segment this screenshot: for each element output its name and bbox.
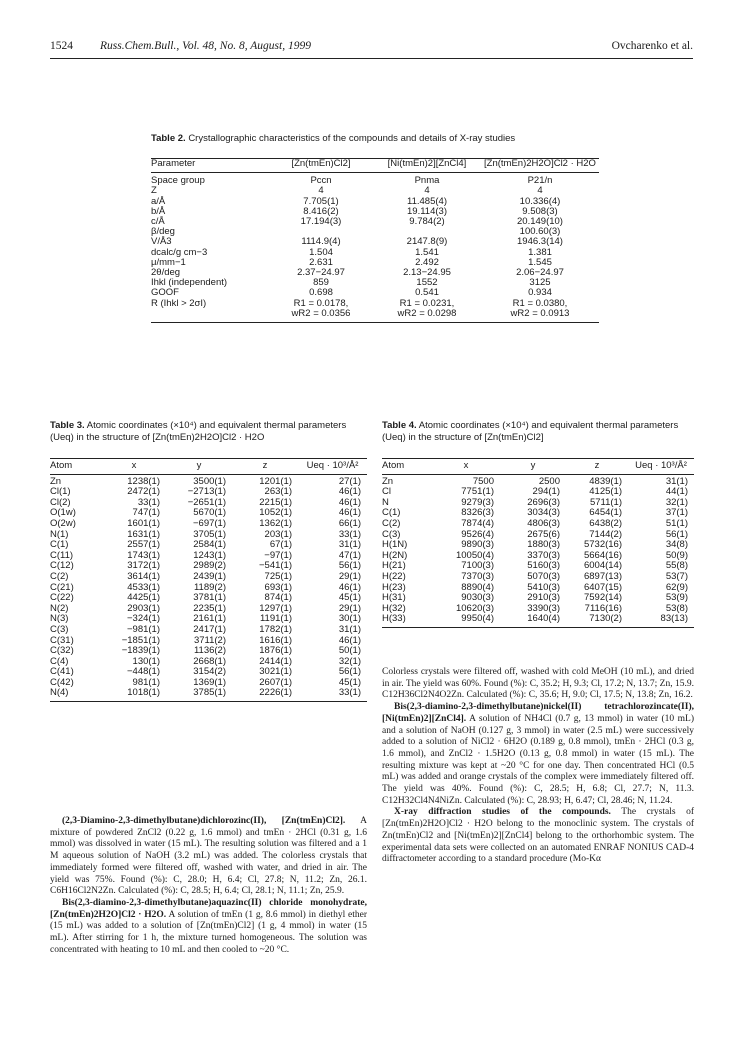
table3-cell: 2584(1): [193, 539, 226, 551]
table2-cell: 859: [313, 277, 329, 289]
table3-cell: −2713(1): [187, 486, 226, 498]
paragraph-xray: [382, 807, 694, 866]
compound-title-1: (2,3-Diamino-2,3-dimethylbutane)dichlorozinc(II), [Zn(tmEn)Cl2].: [62, 816, 346, 826]
table3-cell: −697(1): [192, 517, 226, 529]
table4-cell: 294(1): [532, 486, 560, 498]
table2-cell: 1946.3(14): [517, 236, 563, 248]
table3-cell: 27(1): [338, 475, 361, 487]
table4-cell: 37(1): [665, 507, 688, 519]
table3-cell: 29(1): [338, 570, 361, 582]
table4-column-header: x: [432, 459, 500, 475]
table2-cell: 0.698: [309, 287, 333, 299]
table2-row: [151, 173, 599, 187]
table4-column-header: Ueq · 10³/Å²: [628, 459, 694, 475]
paragraph-zn-tmen2-h2o: [50, 898, 367, 957]
table4-cell: H(22): [382, 570, 406, 582]
table2-cell: 4: [537, 185, 543, 197]
table2-cell: 2.37−24.97: [297, 267, 345, 279]
table4-row: [382, 614, 694, 627]
table3-column-header: x: [102, 459, 166, 475]
table4-cell: 53(9): [665, 592, 688, 604]
table3-cell: 33(1): [137, 496, 160, 508]
table3-cell: 1631(1): [127, 528, 160, 540]
paragraph-ni-tmen2-zncl4: [382, 702, 694, 807]
table4-cell: 53(7): [665, 570, 688, 582]
table4-row: [382, 572, 694, 583]
table2-cell: 9.784(2): [409, 216, 445, 228]
table4-cell: 2675(6): [527, 528, 560, 540]
compound-title-3: Bis(2,3-diamino-2,3-dimethylbutane)nickel(II) tetrachlorozincate(II), [Ni(tmEn)2][ZnCl4].: [382, 702, 694, 724]
table3-cell: 4425(1): [127, 592, 160, 604]
paragraph-continuation: Colorless crystals were filtered off, washed with cold MeOH (10 mL), and dried in air. The yield was 60%. Found (%): C, 35.2; H, 9.3; Cl, 17.2; N, 13.7; Zn, 15.9. C12H36Cl2N4O2Zn. Calculated (%): C, 35.6; H, 9.0; Cl, 17.5; N, 13.8; Zn, 16.2.: [382, 667, 694, 701]
table4-cell: 2500: [538, 475, 560, 487]
table3-cell: C(3): [50, 623, 69, 635]
table2-cell: 1552: [416, 277, 438, 289]
table4-cell: 5160(3): [527, 560, 560, 572]
table3-cell: 1743(1): [127, 549, 160, 561]
table4-cell: 55(8): [665, 560, 688, 572]
table4-cell: 2696(3): [527, 496, 560, 508]
table2-cell: 1.545: [528, 256, 552, 268]
table3-cell: 33(1): [338, 528, 361, 540]
table4-cell: 6897(13): [583, 570, 622, 582]
table4-cell: 8890(4): [461, 581, 494, 593]
table2-cell: [151, 309, 269, 323]
table4-cell: 5732(16): [583, 539, 622, 551]
table4-column-header: y: [500, 459, 566, 475]
table4-label: Table 4.: [382, 420, 417, 431]
table3-cell: −1851(1): [121, 634, 160, 646]
table3-cell: 1201(1): [259, 475, 292, 487]
table2-cell: Z: [151, 185, 157, 197]
table3-body: [50, 474, 367, 701]
table3-cell: 1369(1): [193, 676, 226, 688]
table4-cell: C(2): [382, 517, 401, 529]
table2-cell: 0.541: [415, 287, 439, 299]
table4-row: [382, 519, 694, 530]
table3-cell: 3500(1): [193, 475, 226, 487]
table3-cell: 46(1): [338, 496, 361, 508]
table3-cell: Cl(2): [50, 496, 71, 508]
table4-cell: H(33): [382, 614, 432, 627]
table4-cell: 1880(3): [527, 539, 560, 551]
table2-cell: c/Å: [151, 216, 165, 228]
table4-cell: 1640(4): [500, 614, 566, 627]
table2-cell: β/deg: [151, 226, 175, 238]
table4-cell: C(1): [382, 507, 401, 519]
section-title-xray: X-ray diffraction studies of the compounds.: [394, 807, 611, 818]
table2-cell: 1.381: [528, 246, 552, 258]
table4-cell: Cl: [382, 486, 391, 498]
table3-cell: 56(1): [338, 666, 361, 678]
table3-header-row: [50, 459, 367, 475]
compound-body-2: A solution of tmEn (1 g, 8.6 mmol) in diethyl ether (15 mL) was added to a solution of [Zn(tmEn)Cl2] (1 g, 4 mmol) in water (15 mL). After stirring for 1 h, the mixture turned homogeneous. The solution was concentrated with heating to 10 mL and then cooled to ~20 °C.: [50, 909, 368, 955]
table3-column-header: y: [166, 459, 232, 475]
table3-cell: 1616(1): [259, 634, 292, 646]
table2-cell: 1.504: [309, 246, 333, 258]
table3-cell: C(1): [50, 539, 69, 551]
table3-cell: 1362(1): [259, 517, 292, 529]
table3-cell: −541(1): [258, 560, 292, 572]
table3-cell: 5670(1): [193, 507, 226, 519]
table3-cell: 3781(1): [193, 592, 226, 604]
table4-caption-text: Atomic coordinates (×10⁴) and equivalent thermal parameters (Ueq) in the structure of [Zn(tmEn)Cl2]: [382, 420, 679, 443]
table3-cell: C(4): [50, 655, 69, 667]
table2-header-row: [151, 159, 599, 173]
table2-cell: 2.492: [415, 256, 439, 268]
table3-cell: 50(1): [338, 645, 361, 657]
table3-cell: C(31): [50, 634, 74, 646]
table3-cell: 3154(2): [193, 666, 226, 678]
table2-cell: wR2 = 0.0913: [481, 309, 599, 323]
table2-column-header: [Zn(tmEn)2H2O]Cl2 · H2O: [481, 159, 599, 173]
table3-cell: 2439(1): [193, 570, 226, 582]
table2-cell: 1.541: [415, 246, 439, 258]
table3-cell: −981(1): [126, 623, 160, 635]
table2-cell: 8.416(2): [303, 205, 339, 217]
table4-header-row: [382, 459, 694, 475]
table4-body: [382, 474, 694, 627]
table3-cell: 725(1): [264, 570, 292, 582]
table4-cell: 10620(3): [455, 602, 494, 614]
table3-cell: 31(1): [338, 623, 361, 635]
table3-cell: N(3): [50, 613, 69, 625]
table3-row: [50, 572, 367, 583]
table4-cell: 5711(1): [589, 496, 622, 508]
table2-cell: 2.13−24.95: [403, 267, 451, 279]
table3-cell: 1297(1): [259, 602, 292, 614]
table4-cell: N: [382, 496, 389, 508]
table3-label: Table 3.: [50, 420, 85, 431]
table2-cell: 0.934: [528, 287, 552, 299]
table3-cell: 33(1): [298, 688, 367, 701]
table3-cell: 45(1): [338, 592, 361, 604]
table3-cell: C(12): [50, 560, 74, 572]
table2-caption-text: Crystallographic characteristics of the compounds and details of X-ray studies: [188, 133, 516, 144]
table4-cell: 9890(3): [461, 539, 494, 551]
table3-column-header: z: [232, 459, 298, 475]
table2-cell: Pccn: [310, 175, 332, 187]
table3-cell: 1191(1): [259, 613, 292, 625]
table3-cell: 46(1): [338, 507, 361, 519]
table3-column-header: Ueq · 10³/Å²: [298, 459, 367, 475]
table3-cell: 693(1): [264, 581, 292, 593]
table3-cell: 2668(1): [193, 655, 226, 667]
table3-cell: 4533(1): [127, 581, 160, 593]
table2-cell: μ/mm−1: [151, 256, 186, 268]
table2-cell: R (Ihkl > 2σI): [151, 297, 207, 309]
table4-cell: 51(1): [665, 517, 688, 529]
table3-cell: 2417(1): [193, 623, 226, 635]
table3-cell: 747(1): [132, 507, 160, 519]
table2-row: [151, 309, 599, 323]
table3-cell: C(22): [50, 592, 74, 604]
table2-cell: R1 = 0.0178,: [293, 297, 349, 309]
table3-cell: Cl(1): [50, 486, 71, 498]
table4-cell: 4839(1): [589, 475, 622, 487]
table4-cell: 6454(1): [589, 507, 622, 519]
table2-body: [151, 173, 599, 323]
table3-cell: 1018(1): [102, 688, 166, 701]
table3-cell: 3711(2): [193, 634, 226, 646]
table2-cell: wR2 = 0.0356: [269, 309, 373, 323]
running-header: [50, 40, 693, 58]
table2-caption: [151, 133, 611, 145]
table4-cell: 6004(14): [583, 560, 622, 572]
table2-cell: 3125: [529, 277, 551, 289]
table4-cell: 7370(3): [461, 570, 494, 582]
table2-cell: 100.60(3): [519, 226, 561, 238]
table2-cell: Ihkl (independent): [151, 277, 228, 289]
table3-cell: 2226(1): [232, 688, 298, 701]
author-names: Ovcharenko et al.: [611, 40, 693, 52]
table2-cell: 2.631: [309, 256, 333, 268]
table3-cell: 263(1): [264, 486, 292, 498]
table2-column-header: [Ni(tmEn)2][ZnCl4]: [373, 159, 481, 173]
table4-cell: 50(9): [665, 549, 688, 561]
table2-cell: 10.336(4): [519, 195, 561, 207]
table4-cell: H(1N): [382, 539, 408, 551]
table2-column-header: [Zn(tmEn)Cl2]: [269, 159, 373, 173]
table4-cell: 9030(3): [461, 592, 494, 604]
table3-cell: 31(1): [338, 539, 361, 551]
table3-cell: 2235(1): [193, 602, 226, 614]
table4-cell: 31(1): [665, 475, 688, 487]
table3-caption-text: Atomic coordinates (×10⁴) and equivalent thermal parameters (Ueq) in the structure of [Zn(tmEn)2H2O]Cl2 · H2O: [50, 420, 347, 443]
table3-cell: 1876(1): [259, 645, 292, 657]
table4-cell: 9526(4): [461, 528, 494, 540]
table3-cell: 981(1): [132, 676, 160, 688]
header-rule: [50, 58, 693, 59]
table4-column-header: Atom: [382, 459, 432, 475]
table4-cell: 7130(2): [566, 614, 628, 627]
table2-cell: R1 = 0.0380,: [512, 297, 568, 309]
left-column-text: [50, 816, 367, 956]
table4-cell: H(21): [382, 560, 406, 572]
table3-cell: 1782(1): [259, 623, 292, 635]
table2-cell: dcalc/g cm−3: [151, 246, 208, 258]
table3-cell: 47(1): [338, 549, 361, 561]
table2-cell: 9.508(3): [522, 205, 558, 217]
table3-row: [50, 519, 367, 530]
right-column-text: [382, 667, 694, 866]
table3-cell: C(2): [50, 570, 69, 582]
table4-cell: 4806(3): [527, 517, 560, 529]
table4-cell: 9950(4): [432, 614, 500, 627]
table3-cell: 3785(1): [166, 688, 232, 701]
table3-cell: 46(1): [338, 486, 361, 498]
table3-cell: −1839(1): [121, 645, 160, 657]
table3-cell: 1052(1): [259, 507, 292, 519]
table4-cell: 7116(16): [584, 602, 622, 614]
table3-cell: 32(1): [338, 655, 361, 667]
table3-cell: 1189(2): [193, 581, 226, 593]
table3-cell: 30(1): [338, 613, 361, 625]
table2-cell: 11.485(4): [407, 195, 447, 207]
table2-cell: a/Å: [151, 195, 166, 207]
table4-cell: 5664(16): [583, 549, 622, 561]
table4-cell: 6438(2): [589, 517, 622, 529]
table4-cell: 4125(1): [589, 486, 622, 498]
table3-cell: N(4): [50, 688, 102, 701]
table4-cell: H(23): [382, 581, 406, 593]
table3-cell: 2215(1): [259, 496, 292, 508]
table4-cell: 34(8): [665, 539, 688, 551]
table4-cell: 3370(3): [527, 549, 560, 561]
table3-cell: 1238(1): [127, 475, 160, 487]
table3-cell: C(32): [50, 645, 74, 657]
table2-cell: Space group: [151, 175, 205, 187]
table4-cell: 2910(3): [527, 592, 560, 604]
table4-cell: 7100(3): [461, 560, 494, 572]
table3-row: [50, 688, 367, 701]
table3-cell: 1601(1): [127, 517, 160, 529]
table3-cell: O(1w): [50, 507, 76, 519]
table4-cell: 53(8): [665, 602, 688, 614]
table3-cell: 2472(1): [127, 486, 160, 498]
table2-cell: wR2 = 0.0298: [373, 309, 481, 323]
table3-cell: 130(1): [132, 655, 160, 667]
table3-cell: 67(1): [269, 539, 292, 551]
table4-cell: 8326(3): [461, 507, 494, 519]
table4-cell: H(31): [382, 592, 406, 604]
table3-cell: O(2w): [50, 517, 76, 529]
table3-cell: 2903(1): [127, 602, 160, 614]
table3-cell: 2607(1): [259, 676, 292, 688]
table2-cell: GOOF: [151, 287, 179, 299]
table3-column-header: Atom: [50, 459, 102, 475]
table4-cell: 83(13): [628, 614, 694, 627]
table3-cell: −324(1): [126, 613, 160, 625]
table3-cell: 2414(1): [259, 655, 292, 667]
table2-cell: 2147.8(9): [406, 236, 448, 248]
table4-cell: H(32): [382, 602, 406, 614]
table3-cell: 3021(1): [259, 666, 292, 678]
table2-cell: 2.06−24.97: [516, 267, 564, 279]
table4-cell: 7500: [472, 475, 494, 487]
table3-cell: 46(1): [338, 581, 361, 593]
table3-cell: 2161(1): [193, 613, 226, 625]
table3-cell: 203(1): [264, 528, 292, 540]
table3-cell: −2651(1): [187, 496, 226, 508]
compound-body-1: A mixture of powdered ZnCl2 (0.22 g, 1.6 mmol) and tmEn · 2HCl (0.31 g, 1.6 mmol) was dissolved in water (15 mL). The resulting solution was filtered and a 1 M aqueous solution of NaOH (3.2 mL) was added. The colorless crystals that immediately formed were filtered off, washed with water, and dried in air. The yield was 75%. Found (%): C, 28.0; H, 6.4; Cl, 27.8; N, 11.2; Zn, 26.1. C6H16Cl2N2Zn. Calculated (%): C, 28.5; H, 6.4; Cl, 28.1; N, 11.1; Zn, 25.9.: [50, 816, 367, 897]
table2-cell: Pnma: [414, 175, 440, 187]
table3-cell: 66(1): [338, 517, 361, 529]
table2-cell: 17.194(3): [300, 216, 342, 228]
table4-cell: 10050(4): [455, 549, 494, 561]
table2-cell: 1114.9(4): [301, 236, 341, 248]
table4-cell: 3390(3): [527, 602, 560, 614]
table2-label: Table 2.: [151, 133, 186, 144]
table3-cell: 3172(1): [127, 560, 160, 572]
table3: [50, 458, 367, 702]
table4-cell: 7592(14): [583, 592, 622, 604]
page-number: 1524: [50, 40, 73, 52]
table4-cell: H(2N): [382, 549, 408, 561]
table3-cell: 2989(2): [193, 560, 226, 572]
table4-cell: 9279(3): [461, 496, 494, 508]
table4-cell: 5410(3): [527, 581, 560, 593]
section-body-xray: The crystals of [Zn(tmEn)2H2O]Cl2 · H2O belong to the monoclinic system. The crystals of Zn(tmEn)Cl2 and [Ni(tmEn)2][ZnCl4] belong to the orthorhombic system. The experimental data sets were collected on an automated ENRAF NONIUS CAD-4 diffractometer according to a standard procedure (Mo-Kα: [382, 807, 694, 865]
table3-cell: 1136(2): [193, 645, 226, 657]
table3-cell: C(42): [50, 676, 74, 688]
table4-cell: C(3): [382, 528, 401, 540]
table3-cell: 3614(1): [127, 570, 160, 582]
table3-caption: [50, 420, 367, 444]
table3-cell: 1243(1): [193, 549, 226, 561]
table4-cell: 7874(4): [461, 517, 494, 529]
table2-cell: R1 = 0.0231,: [399, 297, 455, 309]
table4-cell: 56(1): [665, 528, 688, 540]
table4-cell: 5070(3): [527, 570, 560, 582]
table3-cell: C(41): [50, 666, 74, 678]
table4-column-header: z: [566, 459, 628, 475]
table4-cell: 3034(3): [527, 507, 560, 519]
table2-column-header: Parameter: [151, 159, 269, 173]
table4-cell: 6407(15): [583, 581, 622, 593]
compound-title-2: Bis(2,3-diamino-2,3-dimethylbutane)aquazinc(II) chloride monohydrate, [Zn(tmEn)2H2O]Cl2 · H2O.: [50, 897, 367, 920]
table3-cell: 56(1): [338, 560, 361, 572]
table3-cell: N(2): [50, 602, 69, 614]
table3-cell: 45(1): [338, 676, 361, 688]
table3-cell: −97(1): [264, 549, 292, 561]
table2-cell: 7.705(1): [303, 195, 339, 207]
table3-cell: C(21): [50, 581, 74, 593]
table2: [151, 158, 599, 323]
table3-row: [50, 625, 367, 636]
table4-cell: 62(9): [665, 581, 688, 593]
table2-cell: b/Å: [151, 205, 166, 217]
table3-cell: −448(1): [126, 666, 160, 678]
table3-cell: N(1): [50, 528, 69, 540]
table4-cell: 7751(1): [461, 486, 494, 498]
table2-cell: 4: [424, 185, 430, 197]
table3-cell: 29(1): [338, 602, 361, 614]
table4-cell: 32(1): [665, 496, 688, 508]
table2-cell: 19.114(3): [407, 205, 447, 217]
table4-cell: 7144(2): [589, 528, 622, 540]
journal-citation: Russ.Chem.Bull., Vol. 48, No. 8, August, 1999: [100, 40, 311, 52]
table4-cell: Zn: [382, 475, 394, 487]
table3-cell: 2557(1): [127, 539, 160, 551]
table3-cell: 46(1): [338, 634, 361, 646]
table3-cell: Zn: [50, 475, 62, 487]
table3-cell: 3705(1): [193, 528, 226, 540]
table4: [382, 458, 694, 628]
table3-cell: C(11): [50, 549, 74, 561]
table2-cell: 20.149(10): [517, 216, 563, 228]
paragraph-zn-tmen-cl2: [50, 816, 367, 898]
table4-cell: 44(1): [665, 486, 688, 498]
table3-cell: 874(1): [264, 592, 292, 604]
table2-cell: P21/n: [527, 175, 553, 187]
table2-cell: 4: [318, 185, 324, 197]
table4-caption: [382, 420, 694, 444]
compound-body-3: A solution of NH4Cl (0.7 g, 13 mmol) in water (10 mL) and a solution of NaOH (0.127 g, 3 mmol) in water (2.5 mL) were successively added to a solution of NiCl2 · 6H2O (0.189 g, 0.8 mmol), tmEn · 2HCl (0.3 g, 1.6 mmol), and ZnCl2 · 1.5H2O (0.13 g, 0.8 mmol) in water (15 mL). The resulting mixture was kept at ~20 °C for one day. Then concentrated HCl (0.5 mL) was added and orange crystals of the complex were immediately filtered off. The yield was 40%. Found (%): C, 28.5; H, 6.8; Cl, 27.7; N, 11.3. C12H32Cl4N4NiZn. Calculated (%): C, 28.93; H, 6.47; Cl, 28.46; N, 11.24.: [382, 713, 694, 806]
table2-cell: 2θ/deg: [151, 267, 181, 279]
table2-cell: V/Å3: [151, 236, 172, 248]
